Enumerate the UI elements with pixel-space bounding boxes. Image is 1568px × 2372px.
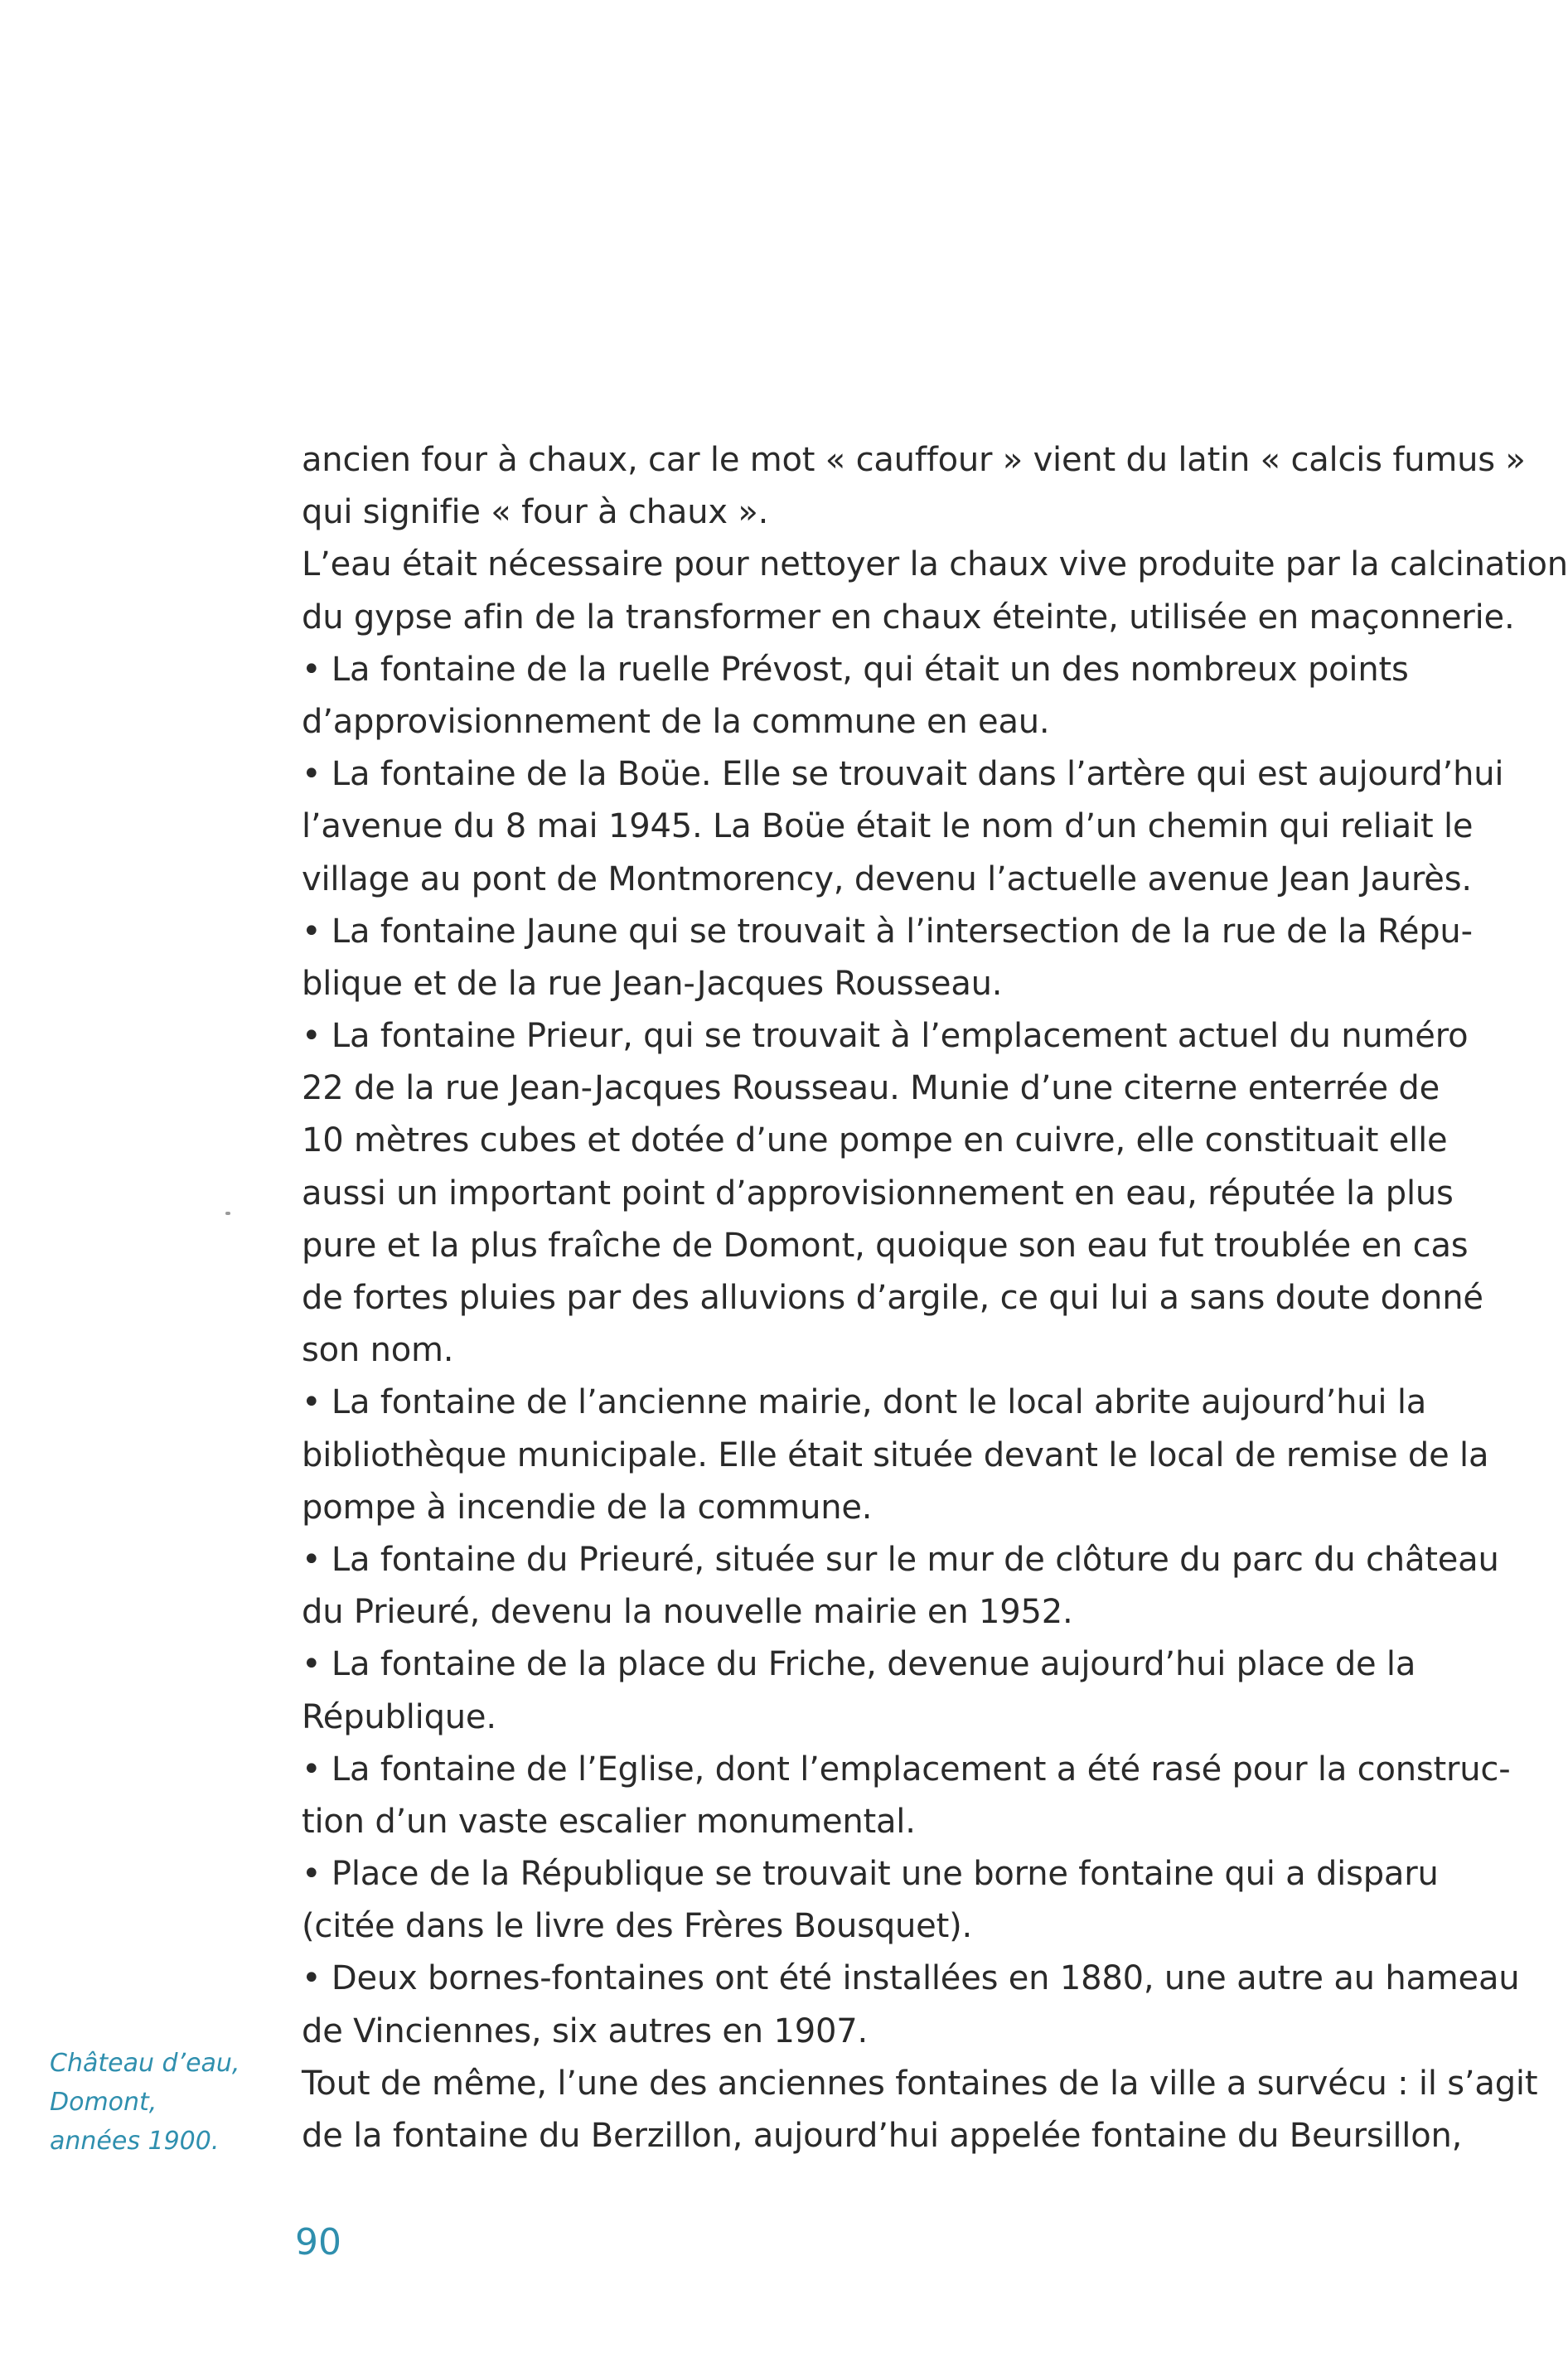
text-line: village au pont de Montmorency, devenu l’actuelle avenue Jean Jaurès. [302, 859, 1472, 898]
text-line: ancien four à chaux, car le mot « cauffour » vient du latin « calcis fumus » [302, 441, 1526, 479]
text-line: du Prieuré, devenu la nouvelle mairie en 1952. [302, 1593, 1073, 1632]
text-line: aussi un important point d’approvisionnement en eau, réputée la plus [302, 1174, 1454, 1213]
text-line: • La fontaine de l’ancienne mairie, dont le local abrite aujourd’hui la [302, 1383, 1427, 1422]
text-line: • La fontaine Prieur, qui se trouvait à l’emplacement actuel du numéro [302, 1017, 1469, 1056]
text-line: son nom. [302, 1331, 454, 1370]
text-line: Tout de même, l’une des anciennes fontaines de la ville a survécu : il s’agit [302, 2064, 1538, 2103]
text-line: de Vinciennes, six autres en 1907. [302, 2011, 868, 2050]
text-line: • La fontaine de la Boüe. Elle se trouvait dans l’artère qui est aujourd’hui [302, 755, 1504, 794]
text-line: pompe à incendie de la commune. [302, 1488, 873, 1527]
text-line: l’avenue du 8 mai 1945. La Boüe était le nom d’un chemin qui reliait le [302, 807, 1474, 846]
body-text [302, 434, 1568, 2162]
text-line: blique et de la rue Jean-Jacques Rousseau. [302, 964, 1003, 1003]
text-line: 22 de la rue Jean-Jacques Rousseau. Munie d’une citerne enterrée de [302, 1069, 1440, 1108]
caption-line: Château d’eau, [50, 2049, 240, 2078]
text-line: de fortes pluies par des alluvions d’argile, ce qui lui a sans doute donné [302, 1279, 1483, 1317]
text-line: de la fontaine du Berzillon, aujourd’hui appelée fontaine du Beursillon, [302, 2117, 1463, 2155]
text-line: • La fontaine du Prieuré, située sur le mur de clôture du parc du château [302, 1540, 1499, 1579]
text-line: tion d’un vaste escalier monumental. [302, 1802, 916, 1841]
text-line: 10 mètres cubes et dotée d’une pompe en cuivre, elle constituait elle [302, 1121, 1448, 1160]
page-number: 90 [295, 2221, 341, 2263]
text-line: • La fontaine de la ruelle Prévost, qui était un des nombreux points [302, 650, 1409, 689]
text-line: • La fontaine de l’Eglise, dont l’emplacement a été rasé pour la construc- [302, 1750, 1511, 1789]
text-line: (citée dans le livre des Frères Bousquet). [302, 1907, 972, 1946]
caption-line: années 1900. [50, 2127, 220, 2156]
text-line: • Place de la République se trouvait une borne fontaine qui a disparu [302, 1855, 1439, 1894]
text-line: pure et la plus fraîche de Domont, quoique son eau fut troublée en cas [302, 1226, 1469, 1265]
text-line: du gypse afin de la transformer en chaux éteinte, utilisée en maçonnerie. [302, 598, 1515, 637]
text-line: • La fontaine de la place du Friche, devenue aujourd’hui place de la [302, 1645, 1416, 1684]
scan-speck [225, 1212, 230, 1215]
text-line: qui signifie « four à chaux ». [302, 493, 769, 532]
photo-caption [50, 2044, 249, 2161]
text-line: bibliothèque municipale. Elle était située devant le local de remise de la [302, 1435, 1489, 1474]
text-line: République. [302, 1697, 496, 1736]
text-line: • Deux bornes-fontaines ont été installées en 1880, une autre au hameau [302, 1959, 1520, 1998]
text-line: d’approvisionnement de la commune en eau. [302, 702, 1050, 741]
text-line: L’eau était nécessaire pour nettoyer la chaux vive produite par la calcination [302, 545, 1568, 584]
text-line: • La fontaine Jaune qui se trouvait à l’intersection de la rue de la Répu- [302, 912, 1473, 951]
caption-line: Domont, [50, 2088, 157, 2117]
